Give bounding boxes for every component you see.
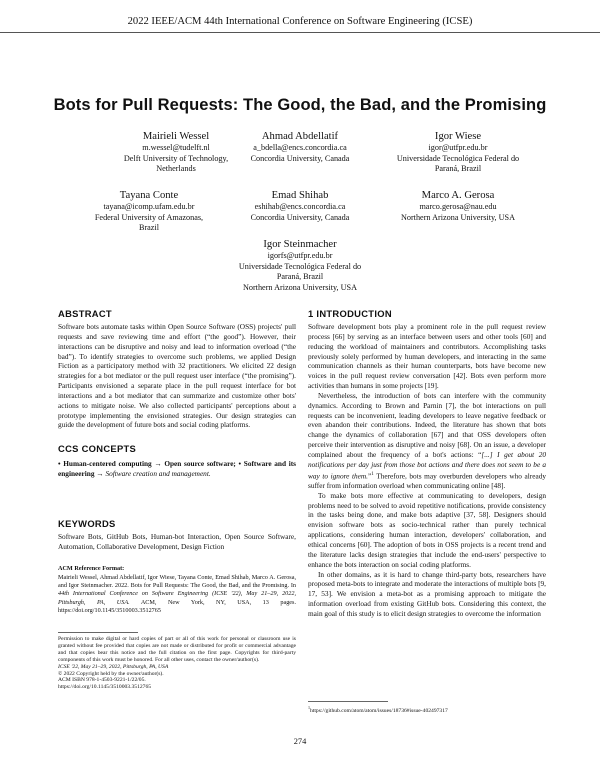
- author-email: eshihab@encs.concordia.ca: [254, 202, 346, 211]
- author-name: Tayana Conte: [119, 190, 179, 201]
- ccs-concept: • Software and its engineering: [58, 459, 296, 478]
- author-name: Emad Shihab: [271, 190, 329, 201]
- footnote-mark: 1: [308, 705, 310, 710]
- author-name: Mairieli Wessel: [142, 131, 210, 142]
- footnote-marker: 1: [371, 471, 374, 477]
- abstract-text: Software bots automate tasks within Open Source Software (OSS) projects' pull requests and save reviewing time and effort (“the good”). However, their interactions can be disruptive and noisy and lead to information overload (“the bad”). To identify strategies to overcome such problems, we applied Design Fiction as a participatory method with 32 practitioners. We elicited 22 design strategies for a bot mediator or the pull request user interface (“the promising”). Participants envisioned a separate place in the pull request interface for bot interactions and a bot mediator that can summarize and customize other bots' actions to mitigate noise. We also collected participants' perceptions about a prototype implementing the envisioned strategies. Our design strategies can guide the development of future bots and social coding platforms.: [58, 322, 296, 430]
- reference-format-text: [58, 574, 296, 615]
- author-affiliation: Northern Arizona University, USA: [400, 212, 516, 222]
- author-affiliation: Northern Arizona University, USA: [242, 282, 358, 292]
- page-number: 274: [293, 737, 307, 746]
- paragraph-text: Nevertheless, the introduction of bots can interfere with the community dynamics. According to Brown and Parnin [7], the bot interactions on pull requests can be inconvenient, leading developers to leave negative feedback or even abandon their contributions. Indeed, the literature has shown that bots change the dynamics of collaboration [67] and that OSS developers often perceive their intervention as disruptive and noisy [68]. On an issue, a developer complained about the frequency of a bot's actions: “: [308, 390, 546, 459]
- author-affiliation: Delft University of Technology,: [123, 153, 229, 163]
- paper-title: Bots for Pull Requests: The Good, the Bad, and the Promising: [53, 96, 547, 114]
- ccs-heading: CCS CONCEPTS: [58, 443, 137, 454]
- ccs-concept: • Human-centered computing → Open source software;: [58, 459, 236, 468]
- paragraph: [308, 391, 546, 491]
- ccs-arrow: →: [94, 468, 106, 478]
- author-block: [212, 238, 388, 293]
- author-block: [370, 130, 546, 175]
- isbn: ACM ISBN 978-1-4503-9221-1/22/05.: [58, 677, 146, 684]
- keywords-heading: KEYWORDS: [58, 518, 116, 529]
- header-divider: [0, 32, 600, 33]
- introduction-body: [308, 322, 546, 619]
- ccs-concept: Software creation and management.: [105, 468, 211, 478]
- introduction-heading: 1 INTRODUCTION: [308, 308, 392, 319]
- paragraph: Software development bots play a prominent role in the pull request review process [66] by serving as an interface between users and other tools [60] and reducing the workload of maintainers and contributors. Accomplishing tasks previously solely performed by human developers, and interacting in the same communication channels as their human counterparts, bots have become new voices in the pull request review conversation [42]. Bots even perform more activities than humans in some projects [19].: [308, 322, 546, 391]
- author-email: igor@utfpr.edu.br: [428, 143, 488, 152]
- footnote-divider: [58, 632, 138, 633]
- footnote: [308, 704, 546, 715]
- permission-block: [58, 636, 296, 691]
- author-block: [212, 189, 388, 223]
- author-name: Igor Wiese: [434, 131, 482, 142]
- ccs-text: [58, 459, 296, 479]
- author-email: marco.gerosa@nau.edu: [419, 202, 497, 211]
- paragraph: In other domains, as it is hard to change third-party bots, researchers have proposed meta-bots to integrate and moderate the interactions of multiple bots [9, 17, 53]. We envision a meta-bot as a promising approach to mitigate the information overload from existing GitHub bots. Considering this context, the main goal of this study is to elicit design strategies to overcome the information: [308, 569, 546, 618]
- author-block: [370, 189, 546, 223]
- quote: [...] I get about 20 notifications per day just from those bot actions and there does not seem to be a way to ignore them.: [308, 449, 546, 481]
- author-email: igorfs@utfpr.edu.br: [267, 251, 333, 260]
- copyright-notice: © 2022 Copyright held by the owner/author(s).: [58, 670, 164, 677]
- author-affiliation: Paraná, Brazil: [434, 164, 482, 174]
- reference-citation: Mairieli Wessel, Ahmad Abdellatif, Igor Wiese, Tayana Conte, Emad Shihab, Marco A. Gerosa, and Igor Steinmacher. 2022. Bots for Pull Requests: The Good, the Bad, and the Promising. In: [58, 574, 296, 590]
- permission-venue: ICSE '22, May 21–29, 2022, Pittsburgh, PA, USA: [58, 663, 169, 670]
- author-email: a_bdella@encs.concordia.ca: [253, 143, 347, 152]
- reference-format-heading: ACM Reference Format:: [58, 565, 125, 572]
- author-email: m.wessel@tudelft.nl: [142, 143, 210, 152]
- author-block: [212, 130, 388, 164]
- quote-close: ”: [368, 471, 372, 481]
- abstract-heading: ABSTRACT: [58, 308, 112, 319]
- author-affiliation: Paraná, Brazil: [276, 272, 324, 282]
- keywords-text: Software Bots, GitHub Bots, Human-bot Interaction, Open Source Software, Automation, Collaborative Development, Design Fiction: [58, 532, 296, 551]
- author-name: Igor Steinmacher: [263, 239, 337, 250]
- permission-notice: Permission to make digital or hard copies of part or all of this work for personal or classroom use is granted without fee provided that copies are not made or distributed for profit or commercial advantage and that copies bear this notice and the full citation on the first page. Copyrights for third-party components of this work must be honored. For all other uses, contact the owner/author(s).: [58, 636, 296, 663]
- footnote-link[interactable]: https://github.com/atom/atom/issues/18736#issue-402497317: [310, 707, 448, 714]
- author-block: [61, 189, 237, 234]
- author-affiliation: Brazil: [138, 223, 159, 233]
- author-affiliation: Universidade Tecnológica Federal do: [396, 153, 520, 163]
- paragraph: To make bots more effective at communicating to developers, design problems need to be solved to avoid repetitive notifications, provide consistency in the tasks being done, and make bots adaptive [37, 58]. Designers should envision software bots as socio-technical rather than purely technical applications, considering human interaction, developers' collaboration, and ethical concerns [60]. The adoption of bots in OSS projects is a recent trend and the literature lacks design strategies that include the end-users' perspective to enhance the bots interaction on social coding platforms.: [308, 490, 546, 569]
- doi-link[interactable]: https://doi.org/10.1145/3510003.3512765: [58, 684, 152, 691]
- reference-doi: ACM, New York, NY, USA, 13 pages. https://doi.org/10.1145/3510003.3512765: [58, 598, 296, 614]
- paragraph-text: Therefore, bots may overburden developers who already suffer from information overload when communicating online [48].: [308, 471, 546, 490]
- author-affiliation: Netherlands: [156, 164, 196, 174]
- conference-header: 2022 IEEE/ACM 44th International Conference on Software Engineering (ICSE): [127, 16, 473, 27]
- footnote-divider: [308, 701, 388, 702]
- author-name: Marco A. Gerosa: [421, 190, 495, 201]
- author-affiliation: Concordia University, Canada: [250, 153, 350, 163]
- reference-venue: 44th International Conference on Software Engineering (ICSE '22), May 21–29, 2022, Pittsburgh, PA, USA.: [58, 590, 296, 606]
- author-email: tayana@icomp.ufam.edu.br: [103, 202, 195, 211]
- author-affiliation: Concordia University, Canada: [250, 212, 350, 222]
- author-name: Ahmad Abdellatif: [261, 131, 339, 142]
- author-affiliation: Federal University of Amazonas,: [94, 212, 204, 222]
- author-affiliation: Universidade Tecnológica Federal do: [238, 261, 362, 271]
